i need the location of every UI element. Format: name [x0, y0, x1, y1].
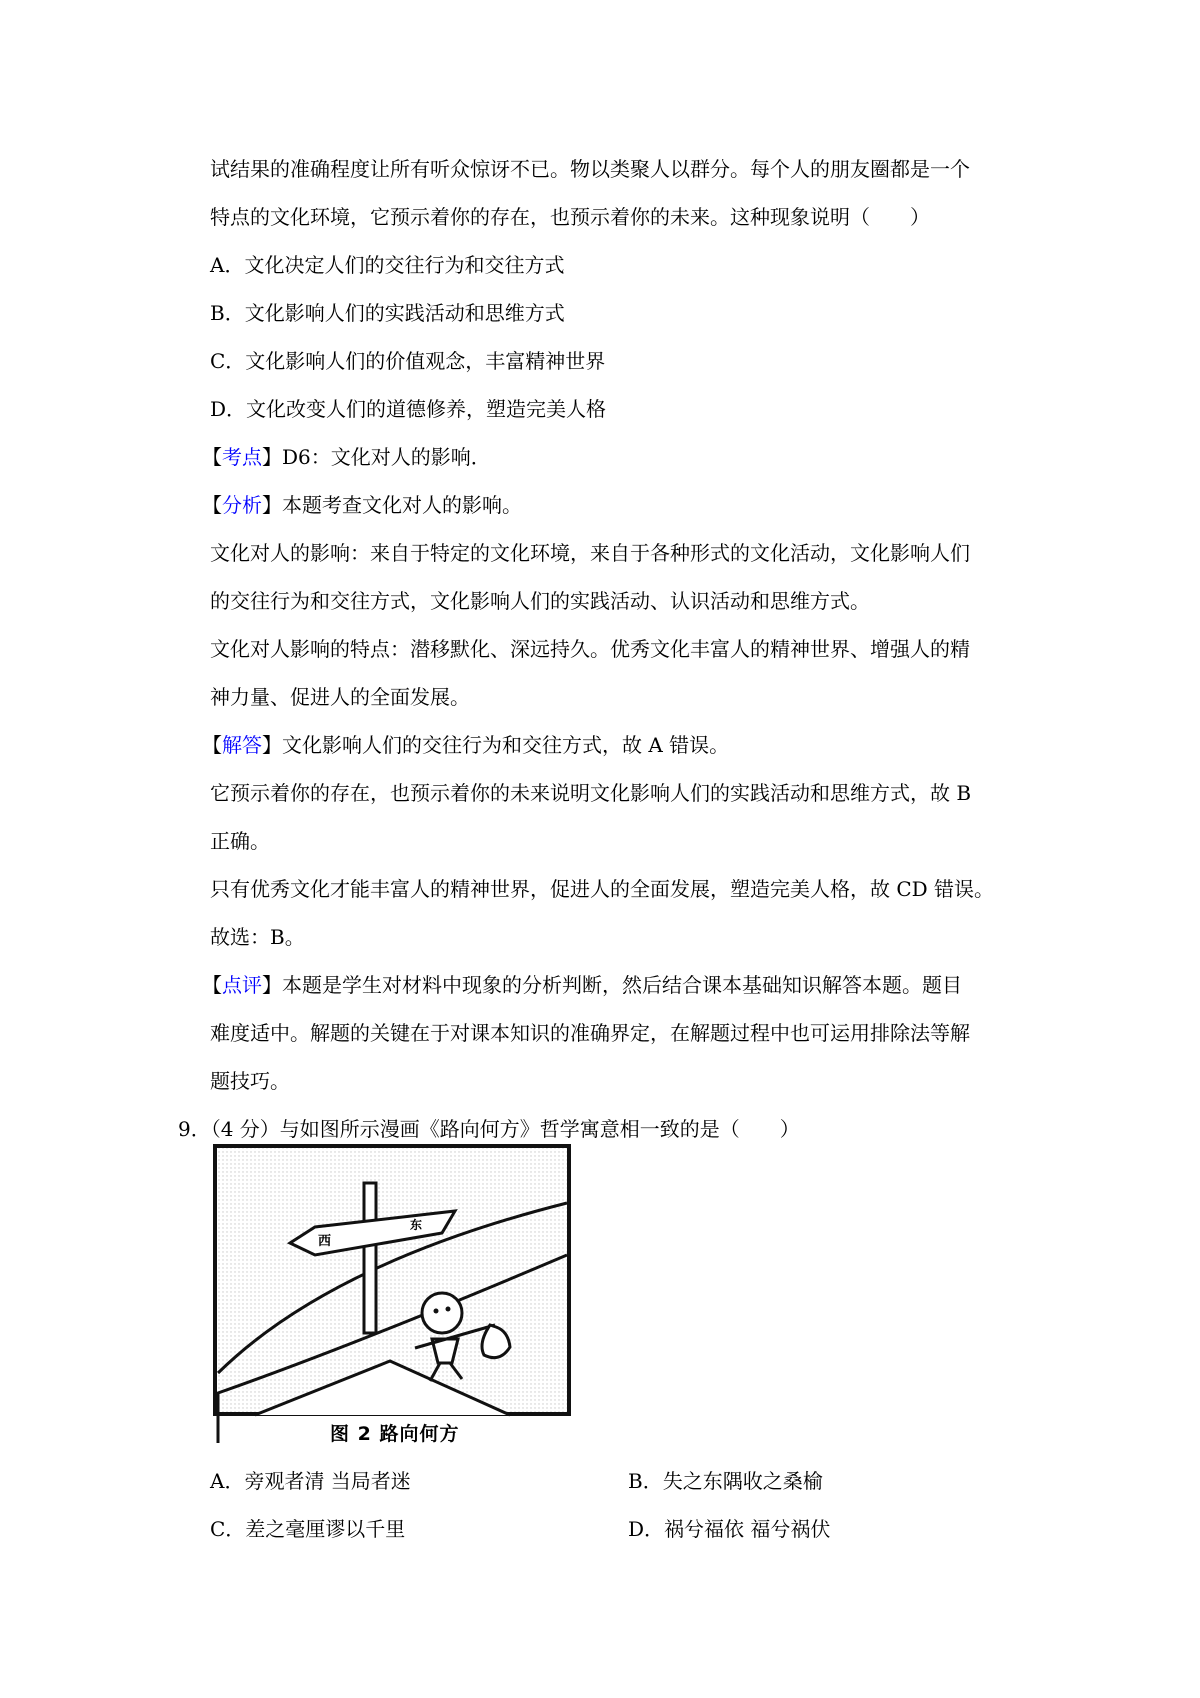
- q9-stem: 9．（4 分）与如图所示漫画《路向何方》哲学寓意相一致的是（ ）: [178, 1117, 800, 1141]
- signpost-pole: [364, 1183, 376, 1333]
- sign-west-label: 西: [318, 1234, 332, 1249]
- fenxi-label: 分析: [222, 493, 262, 517]
- q9-option-c: C．差之毫厘谬以千里: [210, 1517, 406, 1541]
- jieda-body-line-3: 只有优秀文化才能丰富人的精神世界，促进人的全面发展，塑造完美人格，故 CD 错误。: [210, 877, 995, 901]
- q9-option-a: A．旁观者清 当局者迷: [210, 1469, 411, 1493]
- fenxi-line: 【分析】本题考查文化对人的影响。: [202, 493, 522, 517]
- fenxi-body-line-3: 文化对人影响的特点：潜移默化、深远持久。优秀文化丰富人的精神世界、增强人的精: [210, 637, 970, 661]
- q8-option-c: C．文化影响人们的价值观念，丰富精神世界: [210, 349, 606, 373]
- figure-caption: 图 2 路向何方: [330, 1423, 460, 1445]
- jieda-text: 文化影响人们的交往行为和交往方式，故 A 错误。: [282, 733, 730, 757]
- jieda-body-line-1: 它预示着你的存在，也预示着你的未来说明文化影响人们的实践活动和思维方式，故 B: [210, 781, 972, 805]
- fenxi-body-line-4: 神力量、促进人的全面发展。: [210, 685, 470, 709]
- q8-stem-line-1: 试结果的准确程度让所有听众惊讶不已。物以类聚人以群分。每个人的朋友圈都是一个: [210, 157, 970, 181]
- kaodian-label: 考点: [222, 445, 262, 469]
- q8-option-b: B．文化影响人们的实践活动和思维方式: [210, 301, 565, 325]
- traveler-eye: [434, 1309, 439, 1314]
- fenxi-body-line-1: 文化对人的影响：来自于特定的文化环境，来自于各种形式的文化活动，文化影响人们: [210, 541, 970, 565]
- q8-option-d: D．文化改变人们的道德修养，塑造完美人格: [210, 397, 607, 421]
- jieda-line: 【解答】文化影响人们的交往行为和交往方式，故 A 错误。: [202, 733, 730, 757]
- dianping-body-line-1: 难度适中。解题的关键在于对课本知识的准确界定，在解题过程中也可运用排除法等解: [210, 1021, 970, 1045]
- jieda-body-line-2: 正确。: [210, 829, 270, 853]
- traveler-eye: [446, 1307, 451, 1312]
- sign-east-label: 东: [410, 1218, 423, 1232]
- q9-option-d: D．祸兮福依 福兮祸伏: [628, 1517, 831, 1541]
- dianping-line: 【点评】本题是学生对材料中现象的分析判断，然后结合课本基础知识解答本题。题目: [202, 973, 962, 997]
- kaodian-line: 【考点】D6：文化对人的影响．: [202, 445, 491, 469]
- fenxi-text: 本题考查文化对人的影响。: [282, 493, 522, 517]
- dianping-body-line-2: 题技巧。: [210, 1069, 290, 1093]
- cartoon-illustration: [210, 1143, 574, 1453]
- traveler-head: [422, 1293, 462, 1333]
- dianping-label: 点评: [222, 973, 262, 997]
- fenxi-body-line-2: 的交往行为和交往方式，文化影响人们的实践活动、认识活动和思维方式。: [210, 589, 870, 613]
- jieda-body-line-4: 故选：B。: [210, 925, 305, 949]
- kaodian-text: D6：文化对人的影响．: [282, 445, 491, 469]
- jieda-label: 解答: [222, 733, 262, 757]
- q9-option-b: B．失之东隅收之桑榆: [628, 1469, 823, 1493]
- q8-option-a: A．文化决定人们的交往行为和交往方式: [210, 253, 565, 277]
- q8-stem-line-2: 特点的文化环境，它预示着你的存在，也预示着你的未来。这种现象说明（ ）: [210, 205, 930, 229]
- dianping-text: 本题是学生对材料中现象的分析判断，然后结合课本基础知识解答本题。题目: [282, 973, 962, 997]
- cartoon-figure: [210, 1143, 574, 1453]
